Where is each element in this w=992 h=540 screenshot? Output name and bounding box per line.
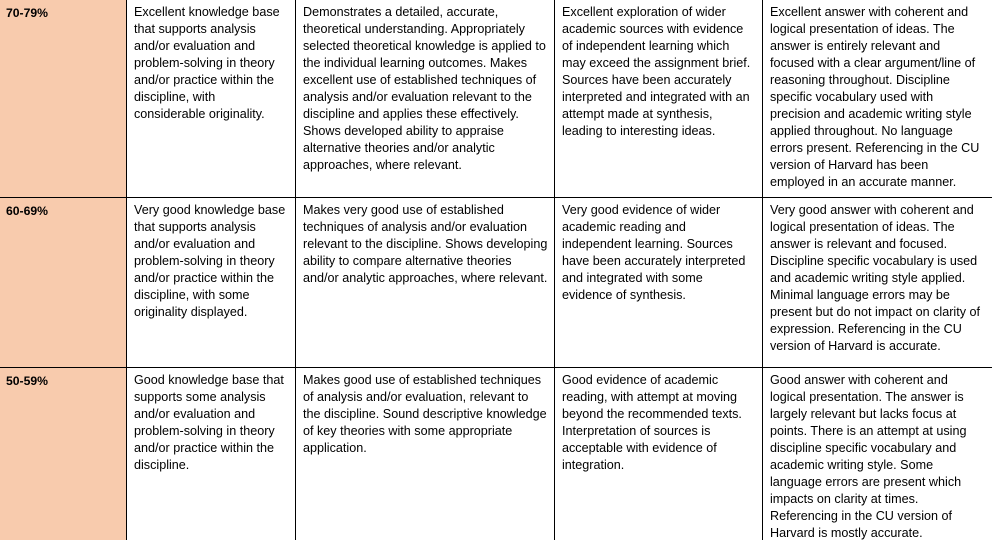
grade-band-cell: 60-69% [0,198,127,368]
knowledge-criterion-cell: Good knowledge base that supports some analysis and/or evaluation and problem-solving in theory and/or practice within the discipline. [127,368,296,540]
table-row [0,198,992,368]
reading-criterion-cell: Good evidence of academic reading, with attempt at moving beyond the recommended texts. Interpretation of sources is acceptable with evidence of integration. [555,368,763,540]
knowledge-criterion-cell: Very good knowledge base that supports analysis and/or evaluation and problem-solving in theory and/or practice within the discipline, with some originality displayed. [127,198,296,368]
reading-criterion-cell: Very good evidence of wider academic reading and independent learning. Sources have been accurately interpreted and integrated with some evidence of synthesis. [555,198,763,368]
knowledge-criterion-cell: Excellent knowledge base that supports analysis and/or evaluation and problem-solving in theory and/or practice within the discipline, with considerable originality. [127,0,296,198]
grade-band-cell: 70-79% [0,0,127,198]
reading-criterion-cell: Excellent exploration of wider academic sources with evidence of independent learning which may exceed the assignment brief. Sources have been accurately interpreted and integrated with an attempt made at synthesis, leading to interesting ideas. [555,0,763,198]
theory-criterion-cell: Makes very good use of established techniques of analysis and/or evaluation relevant to the discipline. Shows developing ability to compare alternative theories and/or analytic approaches, where relevant. [296,198,555,368]
theory-criterion-cell: Demonstrates a detailed, accurate, theoretical understanding. Appropriately selected theoretical knowledge is applied to the individual learning outcomes. Makes excellent use of established techniques of analysis and/or evaluation relevant to the discipline and applies these effectively. Shows developed ability to appraise alternative theories and/or analytic approaches, where relevant. [296,0,555,198]
presentation-criterion-cell: Good answer with coherent and logical presentation. The answer is largely relevant but lacks focus at points. There is an attempt at using discipline specific vocabulary and academic writing style. Some language errors are present which impacts on clarity at times. Referencing in the CU version of Harvard is mostly accurate. [763,368,992,540]
table-row [0,368,992,540]
presentation-criterion-cell: Excellent answer with coherent and logical presentation of ideas. The answer is entirely relevant and focused with a clear argument/line of reasoning throughout. Discipline specific vocabulary used with precision and academic writing style applied throughout. No language errors present. Referencing in the CU version of Harvard has been employed in an accurate manner. [763,0,992,198]
grade-band-cell: 50-59% [0,368,127,540]
theory-criterion-cell: Makes good use of established techniques of analysis and/or evaluation, relevant to the discipline. Sound descriptive knowledge of key theories with some appropriate application. [296,368,555,540]
table-row [0,0,992,198]
presentation-criterion-cell: Very good answer with coherent and logical presentation of ideas. The answer is relevant and focused. Discipline specific vocabulary is used and academic writing style applied. Minimal language errors may be present but do not impact on clarity of expression. Referencing in the CU version of Harvard is accurate. [763,198,992,368]
